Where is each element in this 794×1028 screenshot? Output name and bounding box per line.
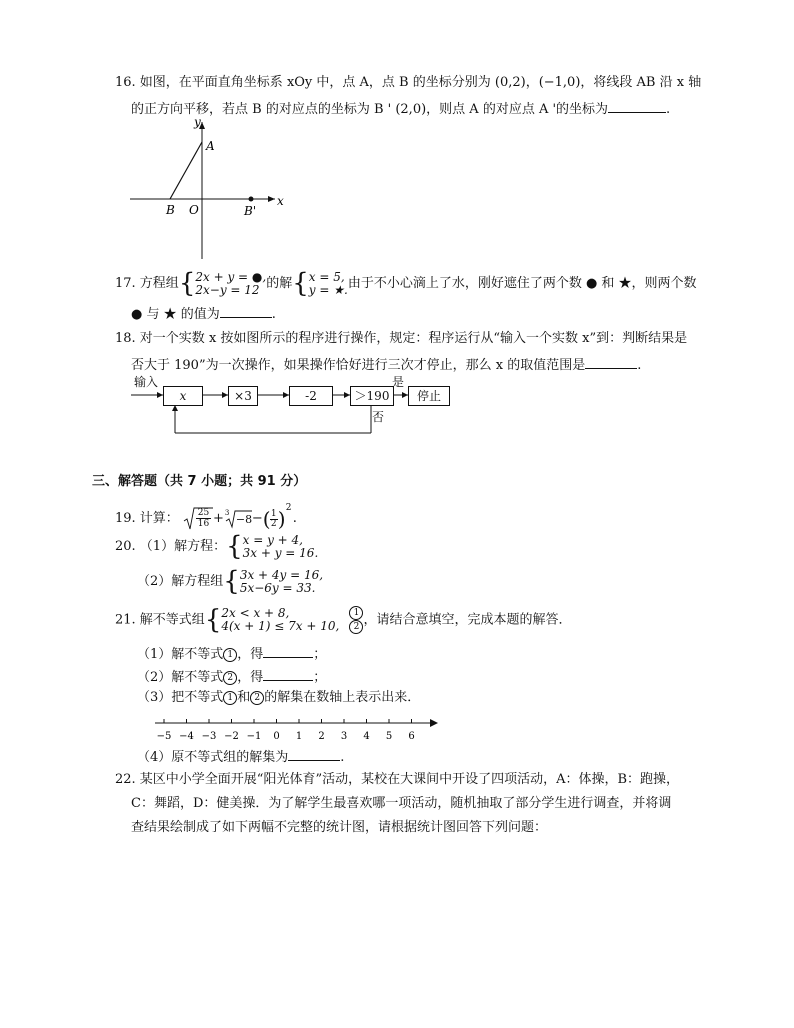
q17-line2-text: ● 与 ★ 的值为 [131, 307, 220, 322]
q21-eq2: 4(x + 1) ≤ 7x + 10, [221, 619, 340, 633]
y-axis-label: y [194, 115, 201, 129]
q21-s2-mark: 2 [223, 671, 237, 685]
q21-s3-tail: 的解集在数轴上表示出来． [264, 690, 421, 705]
q20-p2-lead: （2）解方程组 [137, 574, 224, 589]
flow-yes-label: 是 [392, 375, 405, 389]
q17-tail: 由于不小心滴上了水，刚好遮住了两个数 ● 和 ★，则两个数 [347, 276, 697, 291]
q18-answer-blank [585, 354, 637, 369]
q21-number-line [150, 713, 445, 745]
q17-solution [309, 271, 348, 297]
q20-part1 [115, 533, 318, 561]
point-b-prime [249, 197, 254, 202]
q21-s2-blank [263, 666, 313, 681]
number-line-tick-label: −3 [201, 731, 217, 742]
q21-s1-mark: 1 [223, 648, 237, 662]
q21-step2 [137, 666, 326, 687]
q19-sqrt-num: 25 [197, 507, 210, 518]
number-line-tick-label: 0 [273, 731, 280, 742]
q21-s1-end: ； [313, 647, 327, 662]
q18-end: . [637, 358, 642, 373]
q21-s2-end: ； [313, 670, 327, 685]
q20-p2-brace: { [223, 566, 240, 597]
q20-p1-eq1: x = y + 4, [242, 532, 303, 547]
q20-p1-system [243, 534, 319, 560]
q20-p1-eq2: 3x + y = 16. [242, 545, 319, 560]
q21-tail: ，请结合意填空，完成本题的解答． [363, 612, 572, 628]
number-line-tick-label: 4 [363, 731, 370, 742]
q21-eq1: 2x < x + 8, [221, 606, 290, 620]
flow-no-label: 否 [372, 410, 385, 424]
flow-input-label: 输入 [134, 375, 159, 389]
q17-brace-1: { [178, 268, 196, 299]
q16-line2-text: 的正方向平移，若点 B 的对应点的坐标为 B ' (2,0)，则点 A 的对应点 A '的坐标为 [131, 102, 609, 117]
q21-s3-mark2: 2 [250, 691, 264, 705]
q21-s3-mark1: 1 [223, 691, 237, 705]
q19-cbrt-index: 3 [224, 508, 230, 517]
flow-box-stop: 停止 [408, 386, 450, 406]
q20-p1-brace: { [226, 531, 243, 562]
q20-p1-lead: 20. （1）解方程： [115, 539, 227, 554]
q17-mid: 的解 [266, 276, 293, 291]
q20-p2-system [240, 569, 323, 595]
q22-line2: C：舞蹈，D：健美操．为了解学生最喜欢哪一项活动，随机抽取了部分学生进行调查，并将调 [131, 796, 672, 811]
q21-s4-blank [288, 746, 340, 761]
q21-line [115, 606, 571, 635]
q16-end: . [666, 102, 671, 117]
q21-step1 [137, 643, 326, 664]
q20-p2-eq1: 3x + 4y = 16, [239, 567, 324, 582]
point-b-label: B [166, 203, 175, 217]
point-b-prime-label: B' [244, 204, 257, 218]
number-line-tick-label: −4 [179, 731, 194, 742]
q16-coordinate-figure [125, 112, 295, 262]
q20-part2 [137, 568, 323, 596]
number-line-tick-label: 6 [408, 731, 415, 742]
x-axis-label: x [277, 194, 284, 208]
q17-brace-2: { [292, 268, 309, 299]
q21-system [221, 607, 339, 633]
number-line-tick-label: −5 [156, 731, 172, 742]
q18-line2-text: 否大于 190”为一次操作，如果操作恰好进行三次才停止，那么 x 的取值范围是 [131, 358, 586, 373]
point-a-label: A [206, 139, 215, 153]
number-line-tick-label: 2 [318, 731, 325, 742]
flow-box-minus2: -2 [289, 386, 333, 406]
q21-s2-text: （2）解不等式 [137, 670, 224, 685]
q19-power: ( 1 2 ) 2 [262, 502, 292, 531]
q22-line1: 22. 某区中小学全面开展“阳光体育”活动，某校在大课间中开设了四项活动，A：体操，B：跑操， [115, 772, 680, 787]
number-line-tick-label: −2 [224, 731, 239, 742]
q17-lead: 17. 方程组 [115, 276, 179, 291]
q21-s4-end: . [340, 750, 345, 765]
section3-title: 三、解答题（共 7 小题；共 91 分） [92, 474, 307, 489]
q21-mark-2: 2 [349, 620, 363, 634]
q16-answer-blank [608, 98, 666, 113]
q19-minus: − [251, 511, 263, 526]
q21-marks [349, 606, 363, 634]
segment-ab [170, 142, 202, 199]
origin-label: O [189, 203, 199, 217]
q17-end: . [271, 307, 276, 322]
q17-eq1: 2x + y = ●, [195, 269, 267, 284]
q19-sqrt-den: 16 [197, 518, 210, 529]
q19-end: . [292, 511, 297, 526]
q17-sol1: x = 5, [308, 269, 345, 284]
q19-frac-den: 2 [270, 518, 277, 529]
number-line-tick-label: 1 [295, 731, 303, 742]
q19-cbrt [224, 509, 252, 529]
q21-s1-text: （1）解不等式 [137, 647, 224, 662]
q21-brace: { [204, 605, 222, 635]
q21-s3-text: （3）把不等式 [137, 690, 224, 705]
q19-cbrt-body: −8 [235, 512, 253, 526]
q21-lead: 21. 解不等式组 [115, 612, 205, 628]
q17-line2 [131, 303, 276, 324]
flow-box-x: x [163, 386, 203, 406]
number-line-tick-label: 5 [385, 731, 393, 742]
q21-s2-get: ，得 [237, 670, 264, 685]
q21-s4-text: （4）原不等式组的解集为 [137, 750, 289, 765]
q16-line1: 16. 如图，在平面直角坐标系 xOy 中，点 A，点 B 的坐标分别为 (0,2)，(−1,0)，将线段 AB 沿 x 轴 [115, 75, 702, 90]
q21-step3 [137, 689, 420, 707]
q17-answer-blank [220, 303, 272, 318]
flow-box-times3: ×3 [228, 386, 258, 406]
number-line-tick-label: −1 [246, 731, 262, 742]
q19-sqrt [183, 507, 213, 531]
q18-line1: 18. 对一个实数 x 按如图所示的程序进行操作，规定：程序运行从“输入一个实数 x”到：判断结果是 [115, 331, 688, 346]
q21-s3-and: 和 [237, 690, 251, 705]
q22-line3: 查结果绘制成了如下两幅不完整的统计图，请根据统计图回答下列问题： [131, 820, 548, 835]
q20-p2-eq2: 5x−6y = 33. [239, 580, 316, 595]
q17-line1 [115, 270, 697, 298]
number-line-tick-label: 3 [340, 731, 348, 742]
q19-frac-num: 1 [270, 508, 277, 519]
q17-eq2: 2x−y = 12 [195, 282, 260, 297]
q17-system [195, 271, 266, 297]
flow-box-compare: ＞190 [350, 386, 394, 406]
q19-lead: 19. 计算： [115, 511, 179, 526]
q19-line [115, 502, 297, 533]
q19-plus: + [212, 511, 224, 526]
q21-mark-1: 1 [349, 606, 363, 620]
q21-step4 [137, 746, 344, 767]
q19-exponent: 2 [285, 502, 292, 513]
q21-s1-blank [263, 643, 313, 658]
q17-sol2: y = ★. [308, 282, 348, 297]
q21-s1-get: ，得 [237, 647, 264, 662]
